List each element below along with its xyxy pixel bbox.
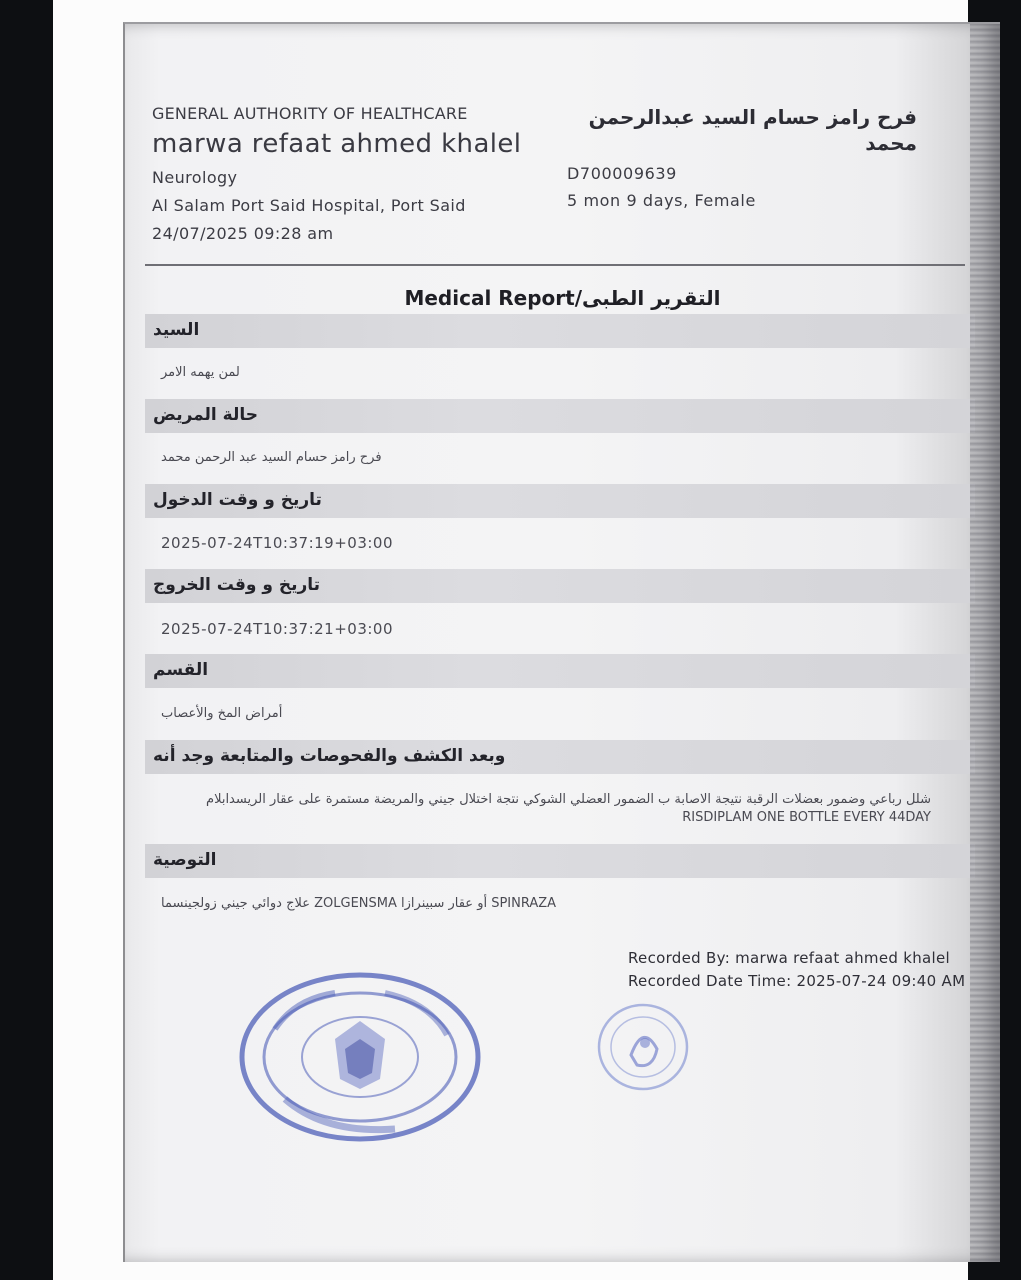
section-value-addressee: لمن يهمه الامر: [161, 365, 240, 380]
section-heading-admission-datetime: تاريخ و وقت الدخول: [153, 490, 322, 510]
patient-age-gender: 5 mon 9 days, Female: [567, 191, 756, 210]
visit-datetime: 24/07/2025 09:28 am: [152, 224, 334, 243]
authority-name: GENERAL AUTHORITY OF HEALTHCARE: [152, 104, 468, 123]
patient-info: [567, 104, 947, 210]
hospital-name: Al Salam Port Said Hospital, Port Said: [152, 196, 466, 215]
section-heading-addressee: السيد: [153, 320, 200, 340]
section-band: [145, 399, 975, 433]
official-seal-stamp: [235, 969, 485, 1153]
section-band: [145, 844, 975, 878]
patient-id: D700009639: [567, 164, 677, 183]
section-heading-patient-status: حالة المريض: [153, 405, 259, 425]
section-heading-department: القسم: [153, 660, 209, 680]
hospital-logo-stamp: [593, 999, 703, 1103]
section-heading-findings: وبعد الكشف والفحوصات والمتابعة وجد أنه: [153, 746, 506, 766]
section-value-admission-datetime: 2025-07-24T10:37:19+03:00: [161, 534, 393, 552]
section-value-recommendation: علاج دوائي جيني زولجينسما ZOLGENSMA أو عقار سبينرازا SPINRAZA: [161, 896, 557, 911]
section-heading-discharge-datetime: تاريخ و وقت الخروج: [153, 575, 321, 595]
report-page: [123, 22, 1000, 1262]
recorded-datetime: Recorded Date Time: 2025-07-24 09:40 AM: [628, 972, 966, 990]
patient-name: فرح رامز حسام السيد عبدالرحمن محمد: [588, 105, 917, 155]
section-band: [145, 314, 975, 348]
section-band: [145, 654, 975, 688]
section-value-findings: شلل رباعي وضمور بعضلات الرقبة نتيجة الاصابة ب الضمور العضلي الشوكي نتجة اختلال جيني والمريضة مستمرة على عقار الريسدابلام RISDIPLAM ONE BOTTLE EVERY 44DAY: [206, 792, 931, 825]
provider-info: [152, 104, 552, 243]
recorded-by: Recorded By: marwa refaat ahmed khalel: [628, 949, 950, 967]
section-value-department: أمراض المخ والأعصاب: [161, 706, 283, 721]
section-value-patient-status: فرح رامز حسام السيد عبد الرحمن محمد: [161, 450, 382, 465]
header-divider: [145, 264, 965, 266]
section-heading-recommendation: التوصية: [153, 850, 217, 870]
section-value-discharge-datetime: 2025-07-24T10:37:21+03:00: [161, 620, 393, 638]
specialty: Neurology: [152, 168, 238, 187]
report-title: Medical Report/التقرير الطبى: [404, 286, 721, 310]
doctor-name: marwa refaat ahmed khalel: [152, 129, 522, 159]
paper-sheet: [53, 0, 968, 1280]
